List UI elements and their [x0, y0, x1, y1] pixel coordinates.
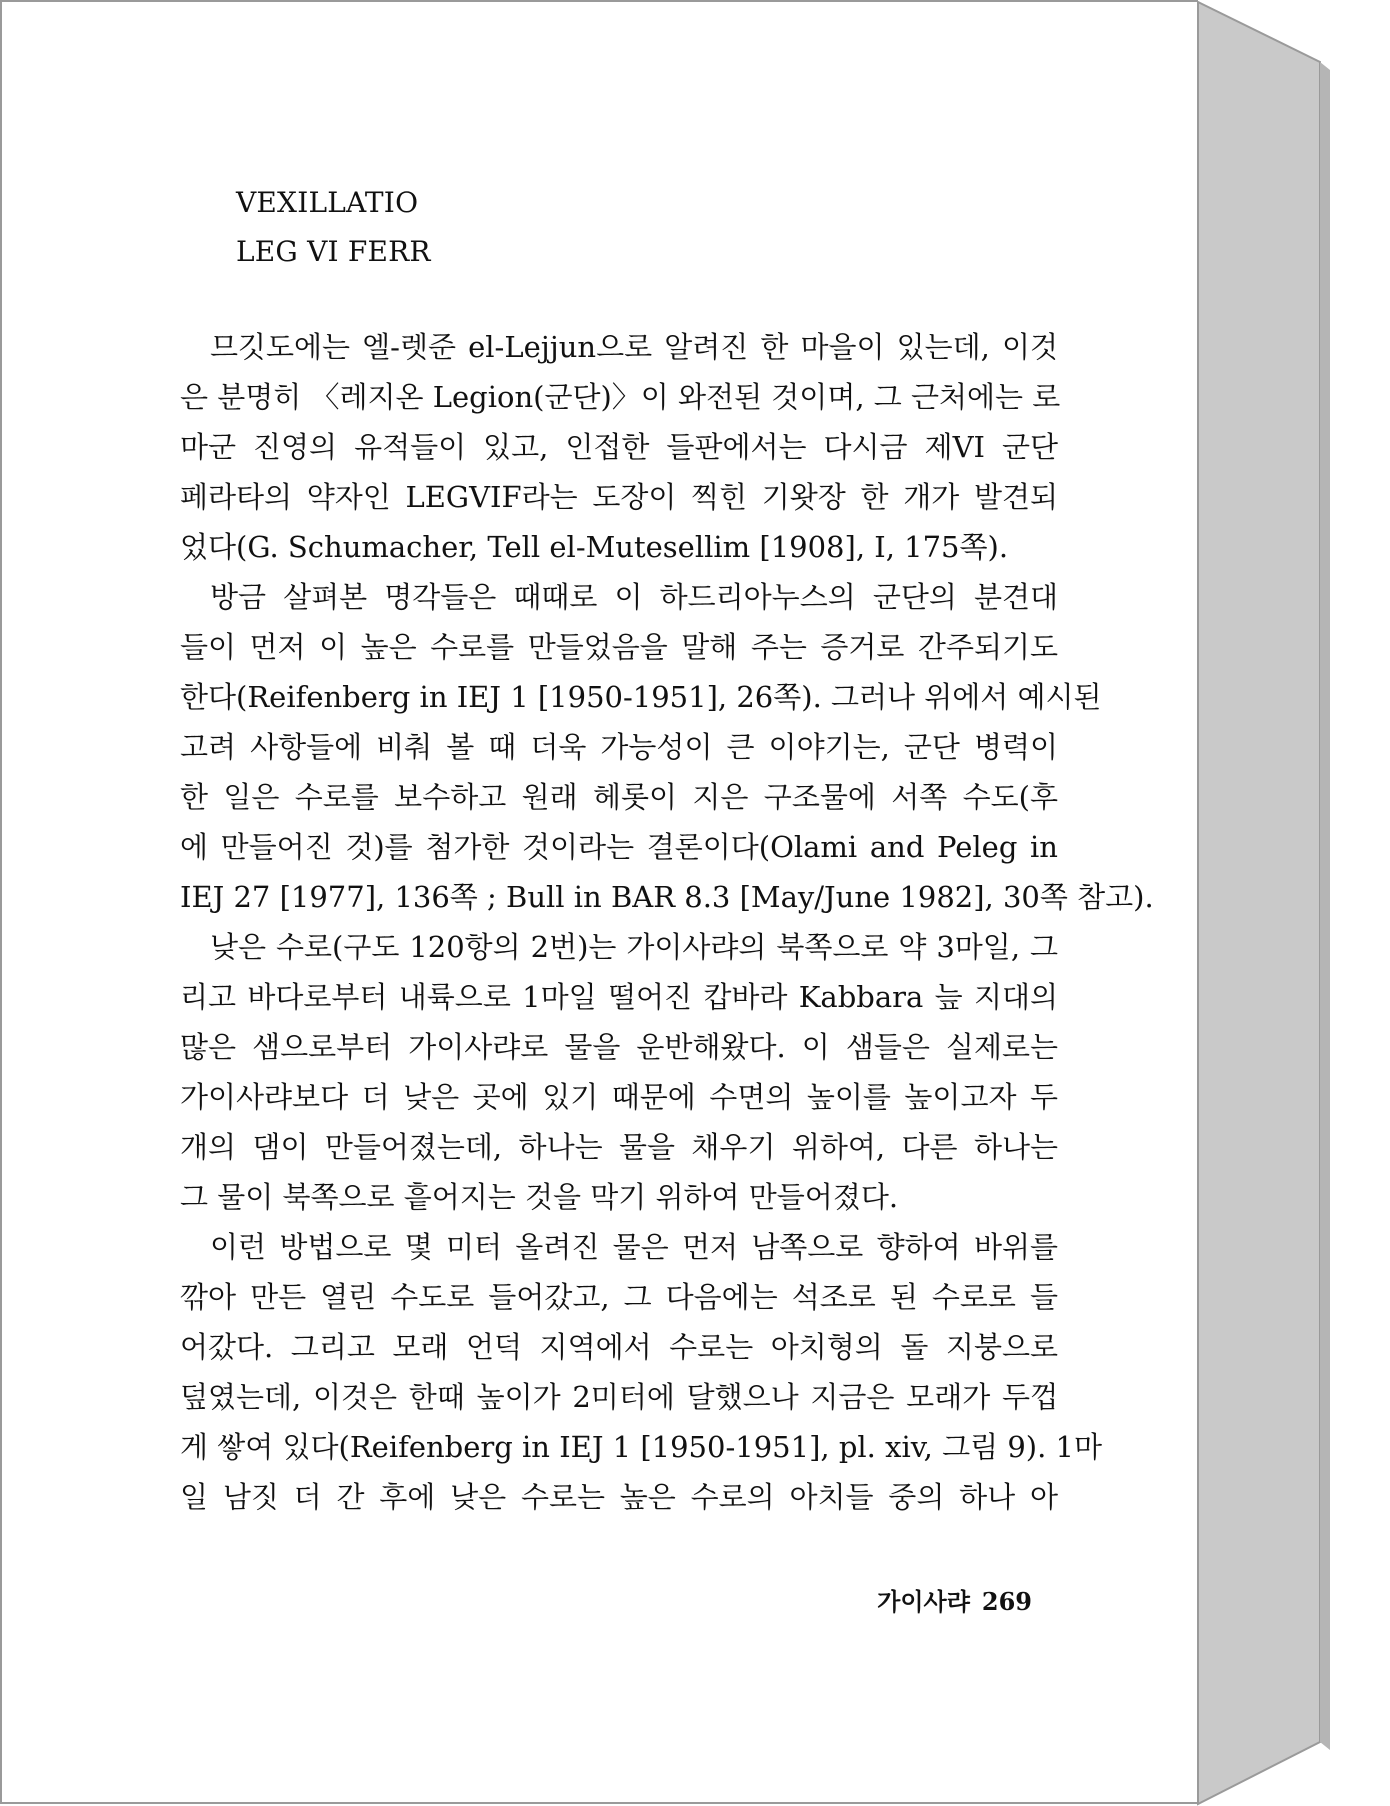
text-line: 어갔다. 그리고 모래 언덕 지역에서 수로는 아치형의 돌 지붕으로	[180, 1330, 1058, 1364]
text-line: 게 쌓여 있다(Reifenberg in IEJ 1 [1950-1951], pl. xiv, 그림 9). 1마	[180, 1430, 1103, 1464]
text-line: 낮은 수로(구도 120항의 2번)는 가이사랴의 북쪽으로 약 3마일, 그	[210, 930, 1058, 964]
text-line: 방금 살펴본 명각들은 때때로 이 하드리아누스의 군단의 분견대	[210, 580, 1058, 614]
text-line: 마군 진영의 유적들이 있고, 인접한 들판에서는 다시금 제VI 군단	[180, 430, 1058, 464]
text-line: 리고 바다로부터 내륙으로 1마일 떨어진 캅바라 Kabbara 늪 지대의	[180, 980, 1058, 1014]
paragraph	[180, 1222, 1103, 1522]
text-line: 일 남짓 더 간 후에 낮은 수로는 높은 수로의 아치들 중의 하나 아	[180, 1480, 1058, 1514]
text-line: 이런 방법으로 몇 미터 올려진 물은 먼저 남쪽으로 향하여 바위를	[210, 1230, 1058, 1264]
text-line: 가이사랴보다 더 낮은 곳에 있기 때문에 수면의 높이를 높이고자 두	[180, 1080, 1058, 1114]
running-head	[877, 1582, 1032, 1617]
text-line: 에 만들어진 것)를 첨가한 것이라는 결론이다(Olami and Peleg in	[180, 830, 1058, 864]
text-line: 은 분명히 〈레지온 Legion(군단)〉이 와전된 것이며, 그 근처에는 로	[180, 380, 1061, 414]
text-line: 었다(G. Schumacher, Tell el-Mutesellim [1908], I, 175쪽).	[180, 530, 1009, 564]
paragraph	[180, 922, 1058, 1222]
body-text	[180, 322, 1154, 1522]
latin-inscription	[236, 178, 431, 276]
text-line: 깎아 만든 열린 수도로 들어갔고, 그 다음에는 석조로 된 수로로 들	[180, 1280, 1058, 1314]
text-line: 고려 사항들에 비춰 볼 때 더욱 가능성이 큰 이야기는, 군단 병력이	[180, 730, 1058, 764]
text-line: 그 물이 북쪽으로 흩어지는 것을 막기 위하여 만들어졌다.	[180, 1180, 899, 1214]
text-line: 들이 먼저 이 높은 수로를 만들었음을 말해 주는 증거로 간주되기도	[180, 630, 1058, 664]
text-line: 많은 샘으로부터 가이사랴로 물을 운반해왔다. 이 샘들은 실제로는	[180, 1030, 1058, 1064]
running-head-title: 가이사랴	[877, 1587, 970, 1616]
inscription-line: VEXILLATIO	[236, 186, 419, 219]
text-line: 한 일은 수로를 보수하고 원래 헤롯이 지은 구조물에 서쪽 수도(후	[180, 780, 1058, 814]
paragraph	[180, 322, 1061, 572]
text-line: IEJ 27 [1977], 136쪽 ; Bull in BAR 8.3 [May/June 1982], 30쪽 참고).	[180, 880, 1154, 914]
text-line: 므깃도에는 엘-렛준 el-Lejjun으로 알려진 한 마을이 있는데, 이것	[210, 330, 1058, 364]
text-line: 페라타의 약자인 LEGVIF라는 도장이 찍힌 기왓장 한 개가 발견되	[180, 480, 1058, 514]
paragraph	[180, 572, 1154, 922]
text-line: 덮였는데, 이것은 한때 높이가 2미터에 달했으나 지금은 모래가 두껍	[180, 1380, 1058, 1414]
page-number: 269	[981, 1587, 1032, 1616]
text-line: 개의 댐이 만들어졌는데, 하나는 물을 채우기 위하여, 다른 하나는	[180, 1130, 1058, 1164]
inscription-line: LEG VI FERR	[236, 235, 431, 268]
text-line: 한다(Reifenberg in IEJ 1 [1950-1951], 26쪽). 그러나 위에서 예시된	[180, 680, 1102, 714]
